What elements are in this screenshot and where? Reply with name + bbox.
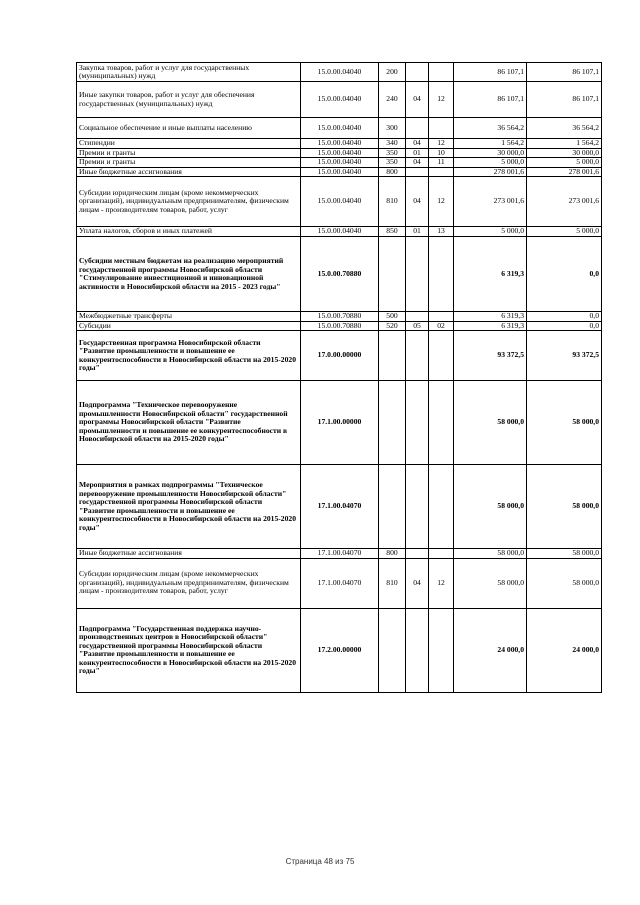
row-vr [379,237,406,312]
table-row [77,167,602,177]
row-code: 17.1.00.04070 [301,465,379,549]
row-sum-2: 278 001,6 [527,167,602,177]
row-sum-2: 58 000,0 [527,549,602,559]
row-vr: 800 [379,549,406,559]
row-sum-2: 93 372,5 [527,331,602,381]
row-pr: 13 [429,227,454,237]
row-vr: 800 [379,167,406,177]
row-rz: 04 [406,177,429,227]
row-code: 15.0.00.04040 [301,139,379,149]
row-rz: 05 [406,321,429,331]
row-sum-2: 273 001,6 [527,177,602,227]
row-code: 15.0.00.70880 [301,312,379,322]
row-rz [406,465,429,549]
row-code: 15.0.00.04040 [301,227,379,237]
row-rz [406,381,429,465]
row-sum-2: 58 000,0 [527,558,602,608]
table-row [77,82,602,118]
row-pr: 12 [429,139,454,149]
row-pr: 12 [429,177,454,227]
row-pr [429,381,454,465]
row-vr: 300 [379,118,406,139]
row-vr: 340 [379,139,406,149]
row-name: Иные бюджетные ассигнования [77,549,301,559]
row-pr [429,63,454,82]
table-row [77,177,602,227]
row-code: 17.1.00.00000 [301,381,379,465]
table-row [77,549,602,559]
row-rz [406,549,429,559]
row-sum-2: 30 000,0 [527,148,602,158]
table-row [77,158,602,168]
row-code: 15.0.00.70880 [301,237,379,312]
row-sum-2: 58 000,0 [527,465,602,549]
table-row [77,381,602,465]
table-row [77,312,602,322]
row-code: 15.0.00.04040 [301,63,379,82]
row-name: Иные бюджетные ассигнования [77,167,301,177]
row-code: 17.2.00.00000 [301,608,379,692]
row-vr: 200 [379,63,406,82]
row-name: Премии и гранты [77,148,301,158]
row-vr: 350 [379,148,406,158]
row-name: Стипендии [77,139,301,149]
table-row [77,465,602,549]
row-rz [406,118,429,139]
row-vr: 810 [379,558,406,608]
row-sum-1: 6 319,3 [454,312,527,322]
row-sum-1: 5 000,0 [454,227,527,237]
row-code: 17.0.00.00000 [301,331,379,381]
table-row [77,148,602,158]
table-row [77,321,602,331]
row-rz [406,167,429,177]
row-sum-1: 30 000,0 [454,148,527,158]
row-pr: 12 [429,558,454,608]
row-name: Мероприятия в рамках подпрограммы "Техническое перевооружение промышленности Новосибирской области" государственной программы Новосибирской области "Развитие промышленности и повышение ее конкурентоспособности в Новосибирской области на 2015-2020 годы" [77,465,301,549]
row-vr [379,331,406,381]
row-sum-1: 58 000,0 [454,549,527,559]
row-pr [429,608,454,692]
row-name: Премии и гранты [77,158,301,168]
row-rz [406,312,429,322]
row-code: 15.0.00.04040 [301,148,379,158]
page-footer: Страница 48 из 75 [285,857,355,866]
row-sum-1: 6 319,3 [454,321,527,331]
row-code: 15.0.00.04040 [301,82,379,118]
row-vr [379,381,406,465]
row-code: 15.0.00.04040 [301,177,379,227]
row-name: Субсидии юридическим лицам (кроме некоммерческих организаций), индивидуальным предпринимателям, физическим лицам - производителям товаров, работ, услуг [77,177,301,227]
row-pr [429,465,454,549]
row-vr [379,465,406,549]
row-name: Государственная программа Новосибирской области "Развитие промышленности и повышение ее конкурентоспособности в Новосибирской области на 2015-2020 годы" [77,331,301,381]
table-row [77,227,602,237]
row-pr: 12 [429,82,454,118]
row-rz [406,63,429,82]
row-pr: 02 [429,321,454,331]
row-sum-1: 24 000,0 [454,608,527,692]
row-sum-2: 86 107,1 [527,82,602,118]
budget-table [76,62,602,693]
table-row [77,558,602,608]
row-name: Уплата налогов, сборов и иных платежей [77,227,301,237]
row-sum-2: 5 000,0 [527,227,602,237]
row-sum-1: 1 564,2 [454,139,527,149]
row-rz: 01 [406,148,429,158]
row-sum-1: 93 372,5 [454,331,527,381]
row-vr [379,608,406,692]
row-sum-2: 24 000,0 [527,608,602,692]
row-sum-1: 58 000,0 [454,465,527,549]
row-sum-1: 58 000,0 [454,558,527,608]
row-sum-1: 5 000,0 [454,158,527,168]
row-sum-2: 0,0 [527,321,602,331]
row-code: 17.1.00.04070 [301,549,379,559]
row-vr: 810 [379,177,406,227]
row-sum-1: 278 001,6 [454,167,527,177]
row-sum-2: 86 107,1 [527,63,602,82]
row-code: 17.1.00.04070 [301,558,379,608]
row-pr [429,118,454,139]
row-rz: 01 [406,227,429,237]
row-name: Субсидии юридическим лицам (кроме некоммерческих организаций), индивидуальным предпринимателям, физическим лицам - производителям товаров, работ, услуг [77,558,301,608]
row-vr: 850 [379,227,406,237]
row-pr [429,331,454,381]
row-rz: 04 [406,82,429,118]
row-sum-1: 36 564,2 [454,118,527,139]
row-name: Подпрограмма "Государственная поддержка научно-производственных центров в Новосибирской области" государственной программы Новосибирской области "Развитие промышленности и повышение ее конкурентоспособности в Новосибирской области на 2015-2020 годы" [77,608,301,692]
row-code: 15.0.00.04040 [301,118,379,139]
row-sum-2: 5 000,0 [527,158,602,168]
row-rz: 04 [406,558,429,608]
row-sum-1: 6 319,3 [454,237,527,312]
row-sum-1: 86 107,1 [454,82,527,118]
row-sum-1: 86 107,1 [454,63,527,82]
row-name: Закупка товаров, работ и услуг для государственных (муниципальных) нужд [77,63,301,82]
table-row [77,608,602,692]
row-rz [406,608,429,692]
row-name: Подпрограмма "Техническое перевооружение промышленности Новосибирской области" государственной программы Новосибирской области "Развитие промышленности и повышение ее конкурентоспособности в Новосибирской области на 2015-2020 годы" [77,381,301,465]
row-name: Субсидии [77,321,301,331]
table-row [77,63,602,82]
row-rz [406,331,429,381]
row-vr: 500 [379,312,406,322]
row-sum-1: 58 000,0 [454,381,527,465]
row-pr [429,237,454,312]
table-row [77,139,602,149]
row-sum-2: 0,0 [527,237,602,312]
row-name: Социальное обеспечение и иные выплаты населению [77,118,301,139]
row-pr: 11 [429,158,454,168]
row-sum-1: 273 001,6 [454,177,527,227]
row-code: 15.0.00.04040 [301,158,379,168]
table-row [77,331,602,381]
row-sum-2: 36 564,2 [527,118,602,139]
row-name: Иные закупки товаров, работ и услуг для обеспечения государственных (муниципальных) нужд [77,82,301,118]
row-pr [429,549,454,559]
row-sum-2: 58 000,0 [527,381,602,465]
table-row [77,237,602,312]
row-code: 15.0.00.70880 [301,321,379,331]
row-rz [406,237,429,312]
row-name: Субсидии местным бюджетам на реализацию мероприятий государственной программы Новосибирской области "Стимулирование инвестиционной и инновационной активности в Новосибирской области на 2015 - 2023 годы" [77,237,301,312]
row-name: Межбюджетные трансферты [77,312,301,322]
row-rz: 04 [406,158,429,168]
row-code: 15.0.00.04040 [301,167,379,177]
row-sum-2: 1 564,2 [527,139,602,149]
row-vr: 520 [379,321,406,331]
row-vr: 350 [379,158,406,168]
row-vr: 240 [379,82,406,118]
row-pr [429,167,454,177]
table-row [77,118,602,139]
row-sum-2: 0,0 [527,312,602,322]
row-rz: 04 [406,139,429,149]
row-pr: 10 [429,148,454,158]
row-pr [429,312,454,322]
